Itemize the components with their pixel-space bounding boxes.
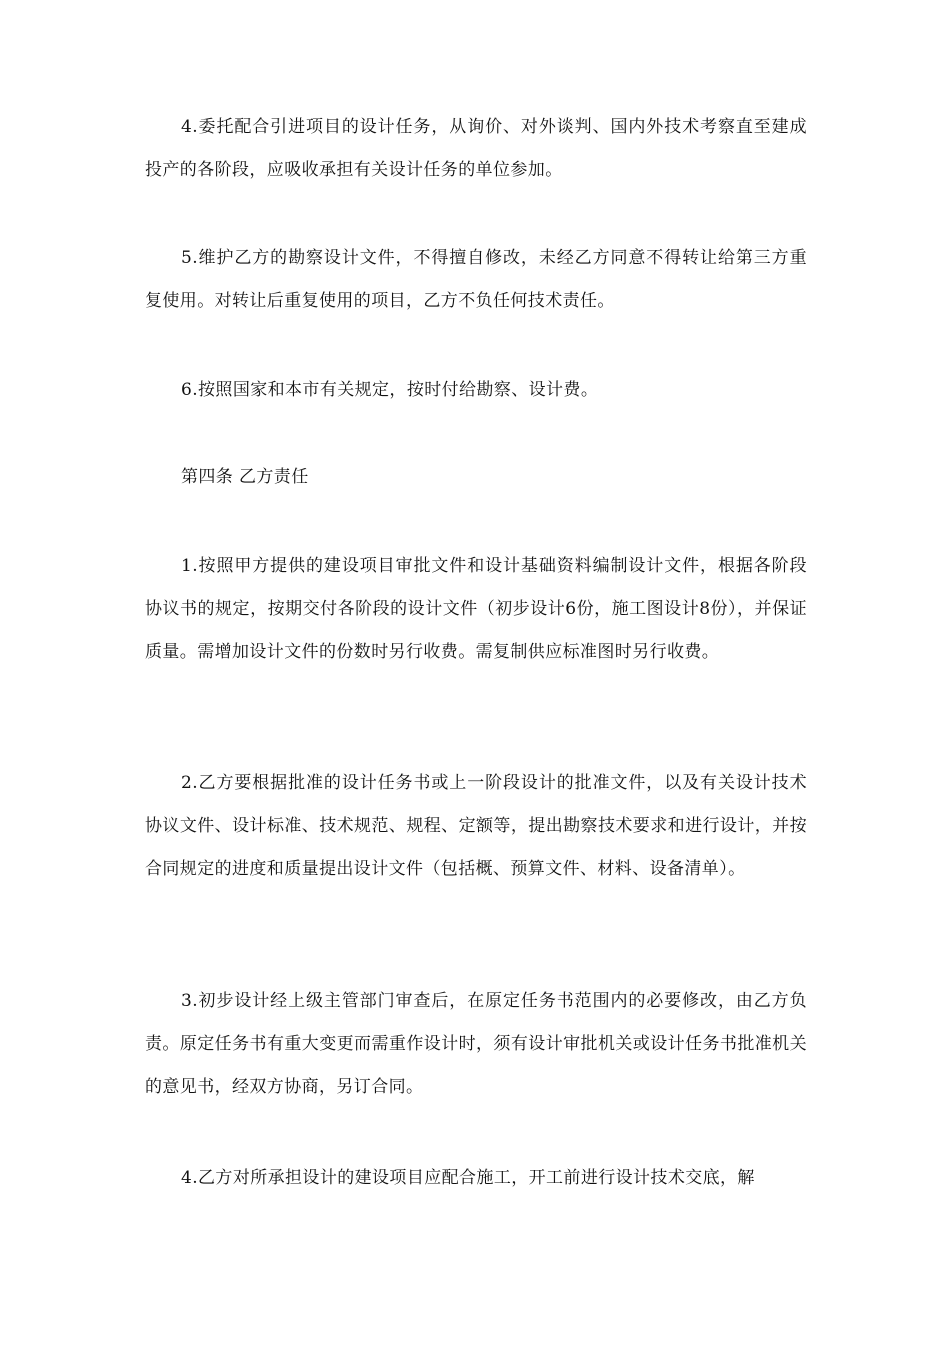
paragraph-party-b-4: 4.乙方对所承担设计的建设项目应配合施工，开工前进行设计技术交底，解 [181,1168,755,1188]
paragraph-party-b-1: 1.按照甲方提供的建设项目审批文件和设计基础资料编制设计文件，根据各阶段协议书的规定，按期交付各阶段的设计文件（初步设计6份，施工图设计8份），并保证质量。需增加设计文件的份数时另行收费。需复制供应标准图时另行收费。 [145,556,807,662]
paragraph-5-protect-documents: 5.维护乙方的勘察设计文件，不得擅自修改，未经乙方同意不得转让给第三方重复使用。对转让后重复使用的项目，乙方不负任何技术责任。 [145,248,807,311]
paragraph-party-b-2: 2.乙方要根据批准的设计任务书或上一阶段设计的批准文件，以及有关设计技术协议文件、设计标准、技术规范、规程、定额等，提出勘察技术要求和进行设计，并按合同规定的进度和质量提出设计文件（包括概、预算文件、材料、设备清单）。 [145,773,807,879]
paragraph-4-design-tasks: 4.委托配合引进项目的设计任务，从询价、对外谈判、国内外技术考察直至建成投产的各阶段，应吸收承担有关设计任务的单位参加。 [145,117,807,180]
paragraph-party-b-3: 3.初步设计经上级主管部门审查后，在原定任务书范围内的必要修改，由乙方负责。原定任务书有重大变更而需重作设计时，须有设计审批机关或设计任务书批准机关的意见书，经双方协商，另订合同。 [145,991,807,1097]
paragraph-6-payment: 6.按照国家和本市有关规定，按时付给勘察、设计费。 [181,380,599,400]
section-heading-article-4: 第四条 乙方责任 [181,467,309,487]
